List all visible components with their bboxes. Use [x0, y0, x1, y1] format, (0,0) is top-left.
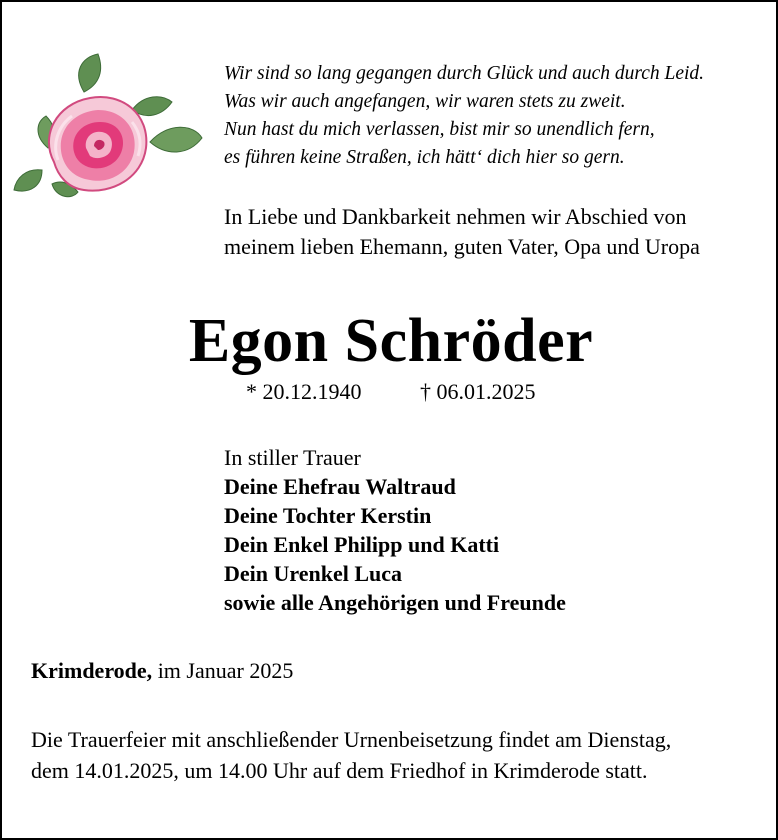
farewell-intro — [224, 202, 700, 262]
funeral-details — [31, 724, 671, 786]
rose-icon — [12, 52, 207, 200]
notice-date: im Januar 2025 — [152, 658, 294, 683]
mourner-line: Deine Tochter Kerstin — [224, 503, 432, 528]
birth-date: * 20.12.1940 — [246, 379, 362, 404]
intro-line: In Liebe und Dankbarkeit nehmen wir Abschied von — [224, 204, 687, 229]
mourner-line: Dein Urenkel Luca — [224, 561, 403, 586]
deceased-name: Egon Schröder — [188, 307, 594, 375]
poem-line: Wir sind so lang gegangen durch Glück und auch durch Leid. — [224, 63, 705, 84]
funeral-line: Die Trauerfeier mit anschließender Urnenbeisetzung findet am Dienstag, — [31, 727, 672, 752]
intro-line: meinem lieben Ehemann, guten Vater, Opa und Uropa — [224, 234, 700, 259]
poem-line: Was wir auch angefangen, wir waren stets zu zweit. — [224, 91, 626, 112]
mourner-line: Deine Ehefrau Waltraud — [224, 474, 456, 499]
death-date: † 06.01.2025 — [420, 379, 536, 404]
poem-line: Nun hast du mich verlassen, bist mir so unendlich fern, — [224, 119, 655, 140]
funeral-line: dem 14.01.2025, um 14.00 Uhr auf dem Friedhof in Krimderode statt. — [31, 758, 648, 783]
poem — [224, 60, 704, 172]
mourners-intro: In stiller Trauer — [224, 445, 361, 470]
place-date — [31, 656, 293, 686]
mourner-line: Dein Enkel Philipp und Katti — [224, 532, 500, 557]
poem-line: es führen keine Straßen, ich hätt‘ dich hier so gern. — [224, 147, 625, 168]
mourners-list — [224, 443, 566, 617]
place-name: Krimderode, — [31, 658, 153, 683]
mourner-line: sowie alle Angehörigen und Freunde — [224, 590, 566, 615]
